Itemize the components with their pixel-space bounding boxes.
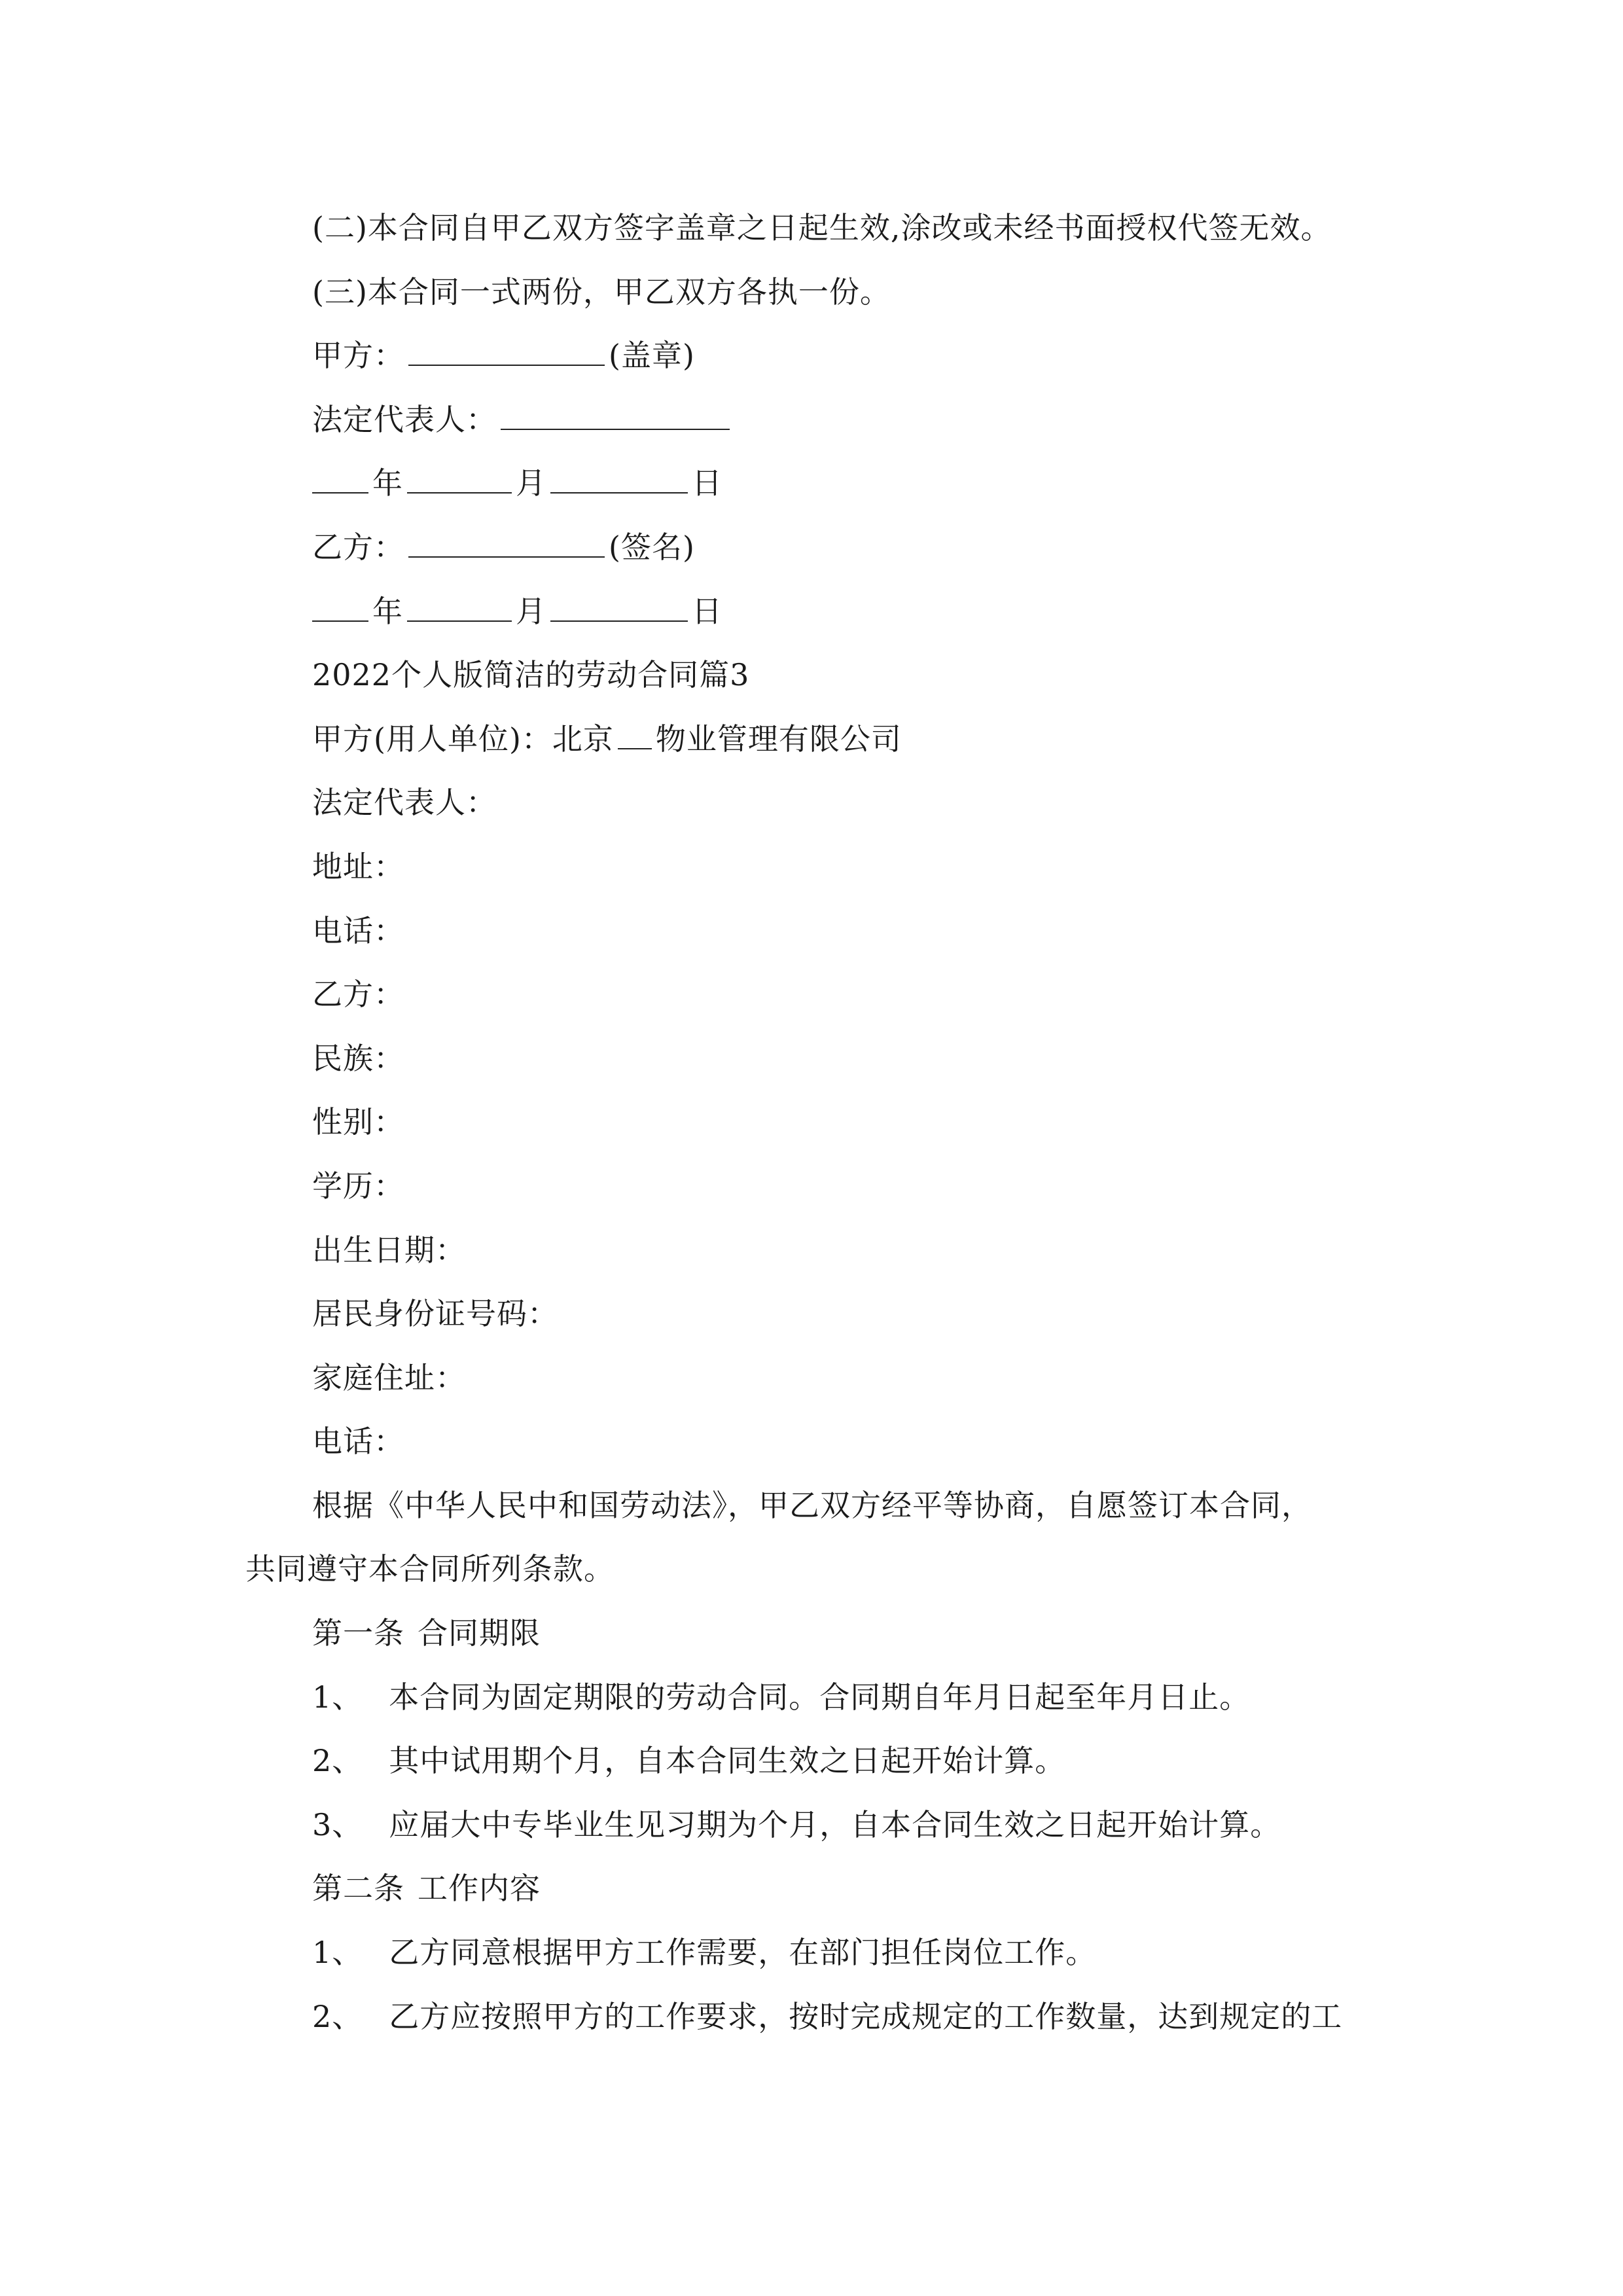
preamble-line-1 (245, 1474, 1397, 1538)
article-title: 工作内容 (418, 1871, 541, 1907)
field-label: 乙方： (312, 977, 404, 1013)
item-number: 3、 (312, 1806, 363, 1842)
field-label: 电话： (312, 1424, 404, 1460)
field-phone-b (245, 1410, 1397, 1474)
item-number: 1、 (312, 1679, 363, 1715)
field-id-number (245, 1282, 1397, 1346)
day-label: 日 (692, 465, 722, 501)
article-1-heading (245, 1602, 1397, 1666)
article-number: 第一条 (312, 1615, 404, 1651)
item-text: 应届大中专毕业生见习期为个月，自本合同生效之日起开始计算。 (389, 1806, 1281, 1842)
field-education (245, 1155, 1397, 1219)
section-heading (245, 643, 1397, 708)
field-label: 性别： (312, 1104, 404, 1140)
year-label: 年 (372, 593, 403, 629)
field-party-b (245, 963, 1397, 1027)
document-body (245, 196, 1397, 2049)
party-a-signature-line (245, 324, 1397, 388)
clause-effective-text: (二)本合同自甲乙双方签字盖章之日起生效,涂改或未经书面授权代签无效。 (312, 210, 1332, 245)
party-b-sign-note: (签名) (609, 529, 695, 565)
field-label: 地址： (312, 848, 404, 884)
field-label: 法定代表人： (312, 785, 497, 821)
year-blank (312, 590, 368, 622)
item-text: 本合同为固定期限的劳动合同。合同期自年月日起至年月日止。 (389, 1679, 1251, 1715)
day-blank (550, 462, 688, 493)
item-number: 2、 (312, 1743, 363, 1779)
date-line-b (245, 580, 1397, 644)
field-gender (245, 1090, 1397, 1155)
date-line-a (245, 452, 1397, 516)
item-text: 乙方应按照甲方的工作要求，按时完成规定的工作数量，达到规定的工 (389, 1998, 1343, 2034)
item-number: 2、 (312, 1998, 363, 2034)
clause-effective (245, 196, 1397, 260)
party-b-signature-line (245, 516, 1397, 580)
section-heading-text: 2022个人版简洁的劳动合同篇3 (312, 657, 750, 693)
employer-name-blank (618, 718, 652, 749)
preamble-line-2 (245, 1537, 1397, 1602)
employer-suffix: 物业管理有限公司 (655, 721, 902, 757)
field-ethnicity (245, 1027, 1397, 1091)
field-address (245, 835, 1397, 899)
field-home-address (245, 1346, 1397, 1410)
clause-copies (245, 260, 1397, 325)
party-a-label: 甲方： (312, 338, 404, 374)
day-label: 日 (692, 593, 722, 629)
article-1-item-2 (245, 1729, 1397, 1793)
item-text: 其中试用期个月，自本合同生效之日起开始计算。 (389, 1743, 1066, 1779)
party-a-blank (408, 334, 605, 366)
article-2-item-2 (245, 1985, 1397, 2049)
preamble-text: 共同遵守本合同所列条款。 (245, 1551, 615, 1587)
month-blank (407, 462, 512, 493)
article-2-item-1 (245, 1921, 1397, 1985)
year-blank (312, 462, 368, 493)
employer-prefix: 甲方(用人单位)：北京 (312, 721, 614, 757)
legal-rep-blank (501, 399, 730, 430)
article-1-item-1 (245, 1666, 1397, 1730)
article-number: 第二条 (312, 1871, 404, 1907)
field-label: 民族： (312, 1040, 404, 1076)
article-2-heading (245, 1857, 1397, 1921)
item-text: 乙方同意根据甲方工作需要，在部门担任岗位工作。 (389, 1935, 1097, 1971)
preamble-text: 根据《中华人民中和国劳动法》，甲乙双方经平等协商，自愿签订本合同， (312, 1487, 1312, 1523)
party-b-label: 乙方： (312, 529, 404, 565)
year-label: 年 (372, 465, 403, 501)
employer-line (245, 708, 1397, 772)
day-blank (550, 590, 688, 622)
field-label: 电话： (312, 912, 404, 948)
item-number: 1、 (312, 1935, 363, 1971)
field-label: 居民身份证号码： (312, 1296, 558, 1332)
month-label: 月 (516, 593, 546, 629)
clause-copies-text: (三)本合同一式两份，甲乙双方各执一份。 (312, 274, 891, 310)
party-a-seal-note: (盖章) (609, 338, 695, 374)
field-birth-date (245, 1219, 1397, 1283)
month-label: 月 (516, 465, 546, 501)
legal-rep-signature-line (245, 388, 1397, 452)
article-title: 合同期限 (418, 1615, 541, 1651)
article-1-item-3 (245, 1793, 1397, 1857)
field-legal-rep (245, 771, 1397, 835)
party-b-blank (408, 526, 605, 558)
field-phone (245, 899, 1397, 963)
legal-rep-label: 法定代表人： (312, 401, 497, 437)
month-blank (407, 590, 512, 622)
field-label: 学历： (312, 1168, 404, 1204)
field-label: 家庭住址： (312, 1359, 466, 1395)
field-label: 出生日期： (312, 1232, 466, 1268)
